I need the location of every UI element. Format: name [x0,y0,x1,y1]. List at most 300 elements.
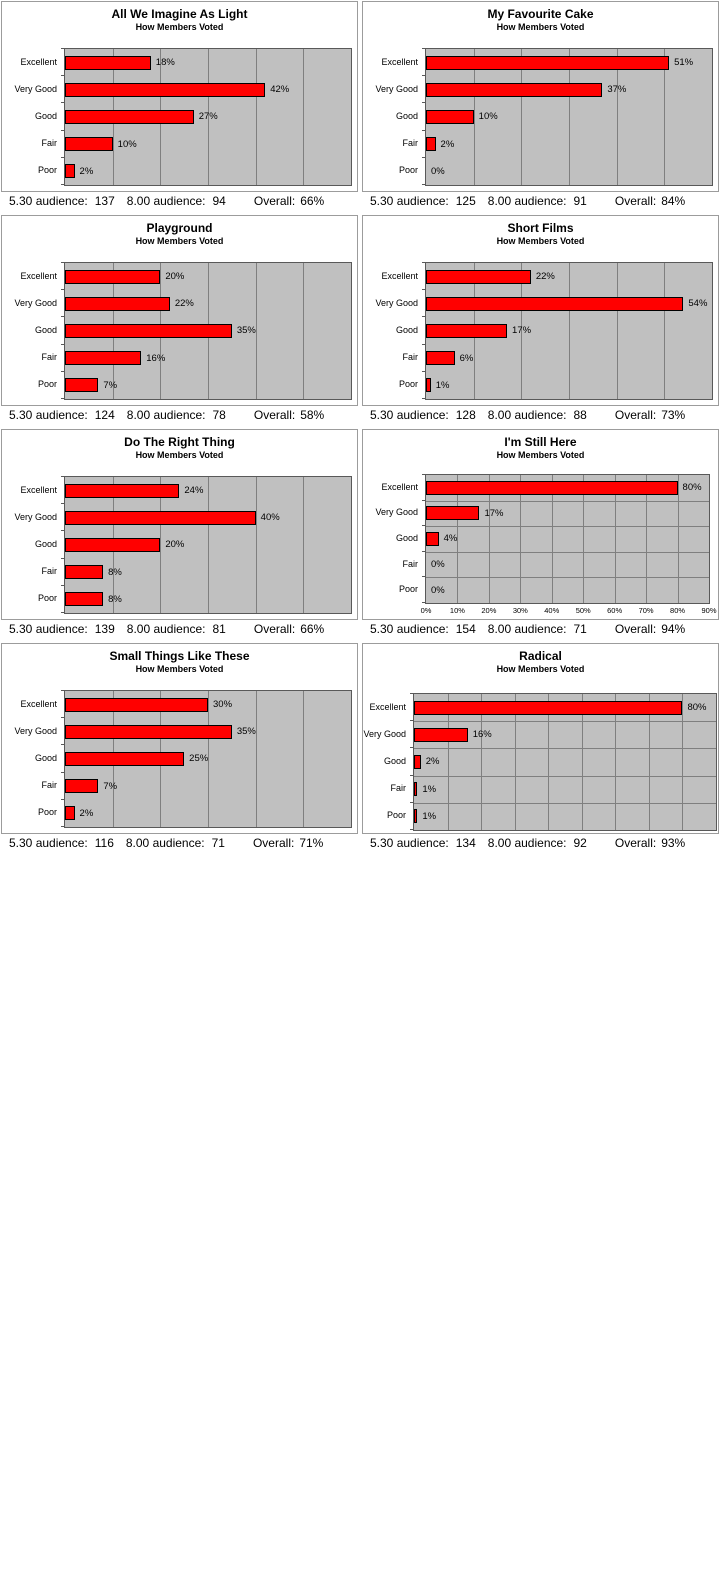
bar-row [426,552,709,578]
bar [65,565,103,579]
bar-value-label: 51% [674,57,694,69]
y-axis-tick [61,398,65,399]
bar-value-label: 80% [687,702,707,714]
audience-800-value: 71 [573,622,587,636]
y-axis-tick [61,316,65,317]
overall-label: Overall: [614,408,657,422]
y-axis-tick [422,602,426,603]
bar [65,56,151,70]
bar-row [426,317,712,344]
audience-530-label: 5.30 audience: [9,194,88,208]
bar-row [414,803,716,830]
category-label: Fair [41,566,57,577]
category-label: Poor [37,593,57,604]
y-axis-tick [422,130,426,131]
y-axis-tick [61,476,65,477]
y-axis-tick [61,585,65,586]
overall-value: 58% [300,408,325,422]
bar-value-label: 40% [260,512,280,524]
y-axis-tick [422,474,426,475]
x-axis-tick-label: 10% [449,606,465,615]
chart-title: I'm Still Here [504,435,577,449]
category-label: Poor [398,165,418,176]
film-chart-cell [1,215,358,429]
category-label: Poor [398,584,418,595]
bar [65,351,141,365]
category-label: Poor [398,379,418,390]
y-axis-tick [422,525,426,526]
audience-800-value: 81 [212,622,226,636]
category-label: Fair [41,780,57,791]
bar-value-label: 1% [422,810,437,822]
audience-stats [1,836,358,857]
bar-row [65,531,351,558]
y-axis-tick [61,772,65,773]
category-label: Excellent [381,56,418,67]
category-label: Very Good [14,297,57,308]
bar [65,164,75,178]
chart-panel [362,1,719,192]
bar-value-label: 16% [146,352,166,364]
overall-value: 66% [300,194,325,208]
bar-value-label: 35% [236,325,256,337]
bar-row [65,290,351,317]
category-label: Poor [386,810,406,821]
bar-row [65,49,351,76]
bar [414,809,417,823]
chart-title: Small Things Like These [109,649,250,663]
bar-value-label: 1% [435,379,450,391]
category-label: Poor [37,379,57,390]
category-label: Very Good [363,728,406,739]
bar-value-label: 2% [440,138,455,150]
bar [65,83,265,97]
bar-value-label: 2% [79,807,94,819]
bar-row [426,49,712,76]
overall-value: 73% [661,408,686,422]
audience-stats [362,622,719,643]
bar-value-label: 0% [431,165,445,177]
bar [414,728,468,742]
bar [65,484,179,498]
y-axis-tick [422,75,426,76]
bar-value-label: 42% [270,84,290,96]
bar-value-label: 8% [108,566,122,578]
bar-value-label: 7% [103,379,118,391]
bar [65,779,98,793]
bar-row [65,345,351,372]
chart-title: My Favourite Cake [487,7,594,21]
audience-stats [1,622,358,643]
y-axis-tick [61,344,65,345]
y-axis-tick [61,717,65,718]
y-axis-tick [61,157,65,158]
y-axis-tick [61,558,65,559]
bar-value-label: 2% [79,165,94,177]
audience-800-value: 94 [212,194,226,208]
bar-row [414,694,716,721]
category-label: Very Good [375,297,418,308]
bar-value-label: 1% [422,783,437,795]
bar-row [65,504,351,531]
bar [426,83,602,97]
film-chart-cell [362,429,719,643]
y-axis-tick [61,744,65,745]
bar-row [426,263,712,290]
bar-row [426,290,712,317]
category-label: Fair [41,138,57,149]
bar [426,297,683,311]
bar [426,137,436,151]
bar [65,297,170,311]
bar-row [65,800,351,827]
chart-subtitle: How Members Voted [496,450,585,460]
category-label: Fair [402,352,418,363]
bar-value-label: 18% [155,57,175,69]
bar-value-label: 22% [535,271,555,283]
y-axis-tick [422,262,426,263]
bar [65,752,184,766]
bar-value-label: 0% [431,559,445,571]
bar-row [426,577,709,603]
bar-value-label: 4% [443,533,458,545]
bar-value-label: 7% [103,780,118,792]
plot-area [425,262,713,400]
bar-value-label: 6% [459,352,474,364]
plot-area [64,48,352,186]
category-label: Excellent [381,270,418,281]
chart-subtitle: How Members Voted [496,22,585,32]
chart-panel [1,215,358,406]
audience-530-label: 5.30 audience: [9,408,88,422]
audience-800-label: 8.00 audience: [126,408,206,422]
bar-row [65,586,351,613]
audience-800-label: 8.00 audience: [487,408,567,422]
bar-row [426,103,712,130]
bar [65,725,232,739]
bar-value-label: 17% [484,507,504,519]
category-label: Good [383,755,406,766]
y-axis-tick [61,130,65,131]
bar-row [65,773,351,800]
film-chart-cell [362,215,719,429]
chart-subtitle: How Members Voted [496,664,585,674]
bar [65,511,256,525]
overall-value: 93% [661,836,686,850]
bar-value-label: 30% [213,699,233,711]
y-axis-tick [61,184,65,185]
bar-row [414,776,716,803]
x-axis-tick-label: 0% [420,606,432,615]
film-chart-cell [1,429,358,643]
y-axis-tick [410,693,414,694]
y-axis-tick [410,775,414,776]
category-label: Excellent [20,484,57,495]
bar-row [426,475,709,501]
chart-subtitle: How Members Voted [135,22,224,32]
bar [65,538,160,552]
chart-subtitle: How Members Voted [135,450,224,460]
y-axis-tick [61,48,65,49]
y-axis-tick [410,747,414,748]
audience-800-label: 8.00 audience: [126,194,206,208]
bar-row [65,76,351,103]
bar-row [426,372,712,399]
audience-530-value: 128 [455,408,476,422]
bar-row [426,131,712,158]
audience-530-label: 5.30 audience: [9,622,88,636]
y-axis-tick [422,157,426,158]
audience-stats [362,194,719,215]
bar [65,110,194,124]
bar [414,782,417,796]
chart-title: Radical [519,649,562,663]
category-label: Fair [390,783,406,794]
bar-row [65,745,351,772]
category-label: Very Good [375,507,418,518]
y-axis-tick [422,551,426,552]
film-chart-cell [362,643,719,857]
y-axis-tick [61,826,65,827]
chart-subtitle: How Members Voted [135,664,224,674]
overall-value: 71% [299,836,324,850]
bar [426,324,507,338]
bar [65,378,98,392]
bar-row [65,158,351,185]
category-label: Very Good [14,511,57,522]
y-axis-tick [61,503,65,504]
category-label: Good [395,110,418,121]
audience-530-value: 125 [455,194,476,208]
y-axis-tick [61,799,65,800]
bar-row [414,748,716,775]
y-axis-tick [422,48,426,49]
audience-530-value: 134 [455,836,476,850]
bar [65,592,103,606]
bar-value-label: 20% [165,539,185,551]
y-axis-tick [422,184,426,185]
audience-800-label: 8.00 audience: [487,622,567,636]
plot-area [64,262,352,400]
audience-800-label: 8.00 audience: [125,836,205,850]
bar-value-label: 10% [478,111,498,123]
category-label: Excellent [20,698,57,709]
bar [426,351,455,365]
y-axis-tick [422,398,426,399]
bar-row [426,158,712,185]
bar-row [65,372,351,399]
bar [65,324,232,338]
category-label: Fair [402,558,418,569]
bar-value-label: 27% [198,111,218,123]
category-label: Fair [41,352,57,363]
bar-value-label: 20% [165,271,185,283]
chart-panel [362,429,719,620]
bar [426,506,479,520]
category-label: Fair [402,138,418,149]
plot-area [425,48,713,186]
bar-value-label: 24% [184,485,204,497]
y-axis-tick [410,829,414,830]
bar [426,378,431,392]
audience-530-label: 5.30 audience: [9,836,88,850]
film-chart-cell [1,1,358,215]
bar-row [426,501,709,527]
overall-value: 94% [661,622,686,636]
y-axis-tick [410,720,414,721]
chart-panel [1,429,358,620]
bar-row [426,345,712,372]
category-label: Excellent [381,481,418,492]
plot-area [425,474,710,604]
y-axis-tick [61,530,65,531]
category-label: Poor [37,807,57,818]
audience-800-label: 8.00 audience: [487,194,567,208]
bar-row [426,526,709,552]
audience-530-value: 124 [94,408,115,422]
audience-800-value: 88 [573,408,587,422]
chart-title: Playground [146,221,213,235]
x-axis-tick-label: 80% [670,606,686,615]
audience-stats [362,836,719,857]
overall-label: Overall: [614,836,657,850]
audience-530-label: 5.30 audience: [370,408,449,422]
bar [426,270,531,284]
bar-row [65,691,351,718]
audience-530-value: 139 [94,622,115,636]
y-axis-tick [61,289,65,290]
y-axis-tick [410,802,414,803]
chart-title: Short Films [507,221,574,235]
y-axis-tick [61,75,65,76]
bar-row [65,718,351,745]
bar-row [426,76,712,103]
category-label: Good [34,538,57,549]
bar-value-label: 17% [512,325,532,337]
x-axis-tick-label: 20% [481,606,497,615]
chart-panel [362,215,719,406]
x-axis-tick-label: 90% [701,606,717,615]
category-label: Good [34,324,57,335]
overall-label: Overall: [253,622,296,636]
chart-title: Do The Right Thing [124,435,235,449]
bar [426,110,474,124]
bar [65,806,75,820]
category-label: Very Good [14,725,57,736]
audience-stats [362,408,719,429]
category-label: Very Good [375,83,418,94]
x-axis-tick-label: 60% [607,606,623,615]
audience-530-value: 116 [94,836,114,850]
bar-row [65,103,351,130]
chart-subtitle: How Members Voted [496,236,585,246]
overall-value: 84% [661,194,686,208]
bar-value-label: 22% [174,298,194,310]
audience-800-label: 8.00 audience: [126,622,206,636]
audience-530-value: 154 [455,622,476,636]
bar-row [414,721,716,748]
audience-530-value: 137 [94,194,115,208]
category-label: Excellent [20,56,57,67]
bar-value-label: 10% [117,138,137,150]
x-axis-tick-label: 70% [638,606,654,615]
x-axis-tick-label: 50% [575,606,591,615]
y-axis-tick [61,262,65,263]
bar [426,532,439,546]
bar-value-label: 0% [431,584,445,596]
film-chart-cell [362,1,719,215]
overall-label: Overall: [253,194,296,208]
bar-value-label: 25% [189,753,209,765]
chart-panel [1,1,358,192]
category-label: Good [395,532,418,543]
overall-label: Overall: [253,408,296,422]
bar-row [65,317,351,344]
category-label: Good [34,752,57,763]
y-axis-tick [61,612,65,613]
audience-800-value: 91 [573,194,587,208]
audience-530-label: 5.30 audience: [370,622,449,636]
plot-area [64,690,352,828]
bar-value-label: 80% [682,482,702,494]
bar-row [65,559,351,586]
bar-row [65,263,351,290]
chart-panel [1,643,358,834]
plot-area [413,693,717,831]
bar [426,481,678,495]
y-axis-tick [422,289,426,290]
y-axis-tick [61,102,65,103]
audience-800-value: 78 [212,408,226,422]
overall-label: Overall: [614,194,657,208]
chart-panel [362,643,719,834]
audience-800-label: 8.00 audience: [487,836,567,850]
y-axis-tick [422,576,426,577]
plot-area [64,476,352,614]
y-axis-tick [61,690,65,691]
bar [414,701,682,715]
y-axis-tick [422,344,426,345]
audience-800-value: 92 [573,836,587,850]
category-label: Good [34,110,57,121]
bar-value-label: 54% [688,298,708,310]
bar [65,698,208,712]
film-chart-cell [1,643,358,857]
charts-grid [1,1,719,857]
audience-800-value: 71 [211,836,225,850]
bar [414,755,421,769]
bar-row [65,477,351,504]
bar-value-label: 8% [108,593,122,605]
audience-530-label: 5.30 audience: [370,194,449,208]
y-axis-tick [61,371,65,372]
bar-value-label: 16% [472,729,492,741]
bar-value-label: 37% [607,84,627,96]
bar-row [65,131,351,158]
y-axis-tick [422,500,426,501]
category-label: Good [395,324,418,335]
x-axis-tick-label: 30% [512,606,528,615]
audience-530-label: 5.30 audience: [370,836,449,850]
x-axis-tick-label: 40% [544,606,560,615]
y-axis-tick [422,371,426,372]
category-label: Very Good [14,83,57,94]
category-label: Excellent [20,270,57,281]
bar-value-label: 2% [425,756,440,768]
overall-label: Overall: [614,622,657,636]
audience-stats [1,194,358,215]
bar [65,270,160,284]
